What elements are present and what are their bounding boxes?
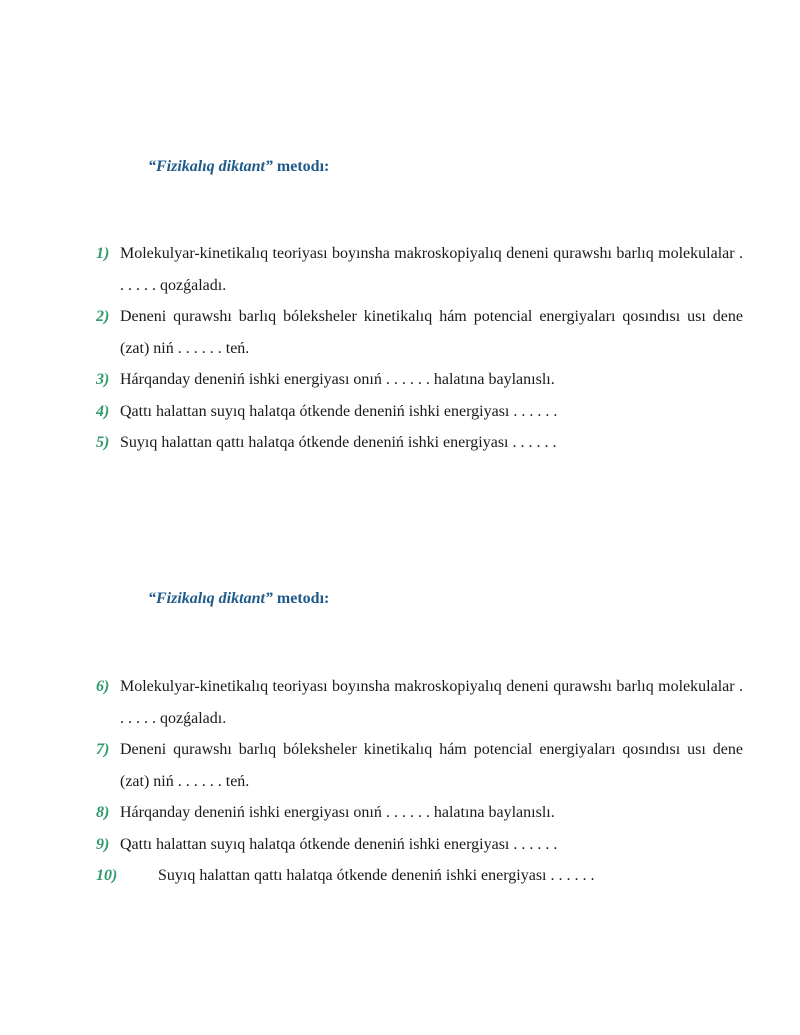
heading-italic-title: Fizikalıq diktant [156, 590, 265, 607]
item-text: Molekulyar-kinetikalıq teoriyası boyınsha makroskopiyalıq deneni qurawshı barlıq molekulalar . . . . . . qozǵaladı. [120, 678, 743, 727]
list-item [96, 671, 743, 734]
heading-close-quote: ” [264, 590, 273, 607]
list-item [96, 301, 743, 364]
list-item [96, 734, 743, 797]
heading-close-quote: ” [264, 158, 273, 175]
item-text: Suyıq halattan qattı halatqa ótkende deneniń ishki energiyası . . . . . . [120, 434, 557, 451]
list-item [96, 396, 743, 428]
item-number: 10) [96, 867, 118, 884]
item-number: 7) [96, 741, 110, 758]
item-text: Molekulyar-kinetikalıq teoriyası boyınsha makroskopiyalıq deneni qurawshı barlıq molekulalar . . . . . . qozǵaladı. [120, 245, 743, 294]
dictation-list [96, 671, 743, 892]
section-heading [148, 158, 329, 176]
item-text: Qattı halattan suyıq halatqa ótkende deneniń ishki energiyası . . . . . . [120, 402, 558, 420]
heading-method-label: metodı: [272, 158, 330, 175]
item-text: Hárqanday deneniń ishki energiyası onıń . . . . . . halatına baylanıslı. [120, 371, 555, 388]
list-item [96, 238, 743, 301]
item-text: Suyıq halattan qattı halatqa ótkende deneniń ishki energiyası . . . . . . [158, 867, 595, 884]
section-heading [148, 590, 329, 608]
item-number: 6) [96, 678, 110, 695]
heading-open-quote: “ [148, 590, 156, 607]
heading-italic-title: Fizikalıq diktant [156, 158, 265, 175]
list-item [96, 427, 743, 459]
heading-method-label: metodı: [272, 590, 330, 607]
item-number: 9) [96, 835, 110, 853]
dictation-list [96, 238, 743, 459]
item-text: Hárqanday deneniń ishki energiyası onıń . . . . . . halatına baylanıslı. [120, 804, 555, 821]
item-number: 4) [96, 402, 110, 420]
item-number: 5) [96, 434, 110, 451]
list-item [96, 860, 743, 892]
item-number: 8) [96, 804, 110, 821]
list-item [96, 364, 743, 396]
item-number: 1) [96, 245, 110, 262]
item-number: 2) [96, 308, 110, 325]
item-number: 3) [96, 371, 110, 388]
item-text: Deneni qurawshı barlıq bóleksheler kinetikalıq hám potencial energiyaları qosındısı usı dene (zat) niń . . . . . . teń. [120, 308, 743, 357]
item-text: Deneni qurawshı barlıq bóleksheler kinetikalıq hám potencial energiyaları qosındısı usı dene (zat) niń . . . . . . teń. [120, 741, 743, 790]
item-text: Qattı halattan suyıq halatqa ótkende deneniń ishki energiyası . . . . . . [120, 835, 558, 853]
list-item [96, 797, 743, 829]
list-item [96, 829, 743, 861]
heading-open-quote: “ [148, 158, 156, 175]
